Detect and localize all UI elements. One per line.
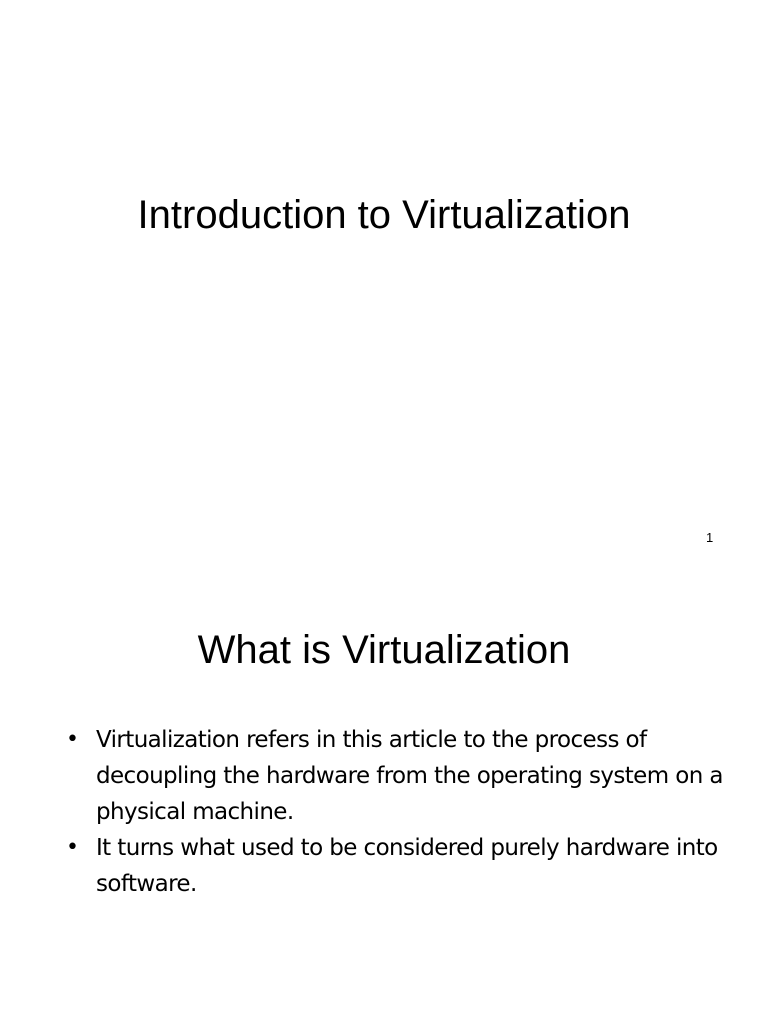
- slide-2: [0, 576, 768, 1024]
- bullet-item: [66, 830, 746, 902]
- bullet-item: [66, 722, 746, 830]
- slide-number: 1: [706, 530, 714, 545]
- bullet-list: [66, 722, 746, 902]
- bullet-icon: •: [66, 727, 79, 752]
- slide-title: Introduction to Virtualization: [137, 193, 631, 237]
- bullet-icon: •: [66, 835, 79, 860]
- bullet-text: Virtualization refers in this article to the process of decoupling the hardware from the operating system on a physical machine.: [96, 727, 723, 825]
- slide-title: What is Virtualization: [197, 628, 571, 672]
- bullet-text: It turns what used to be considered purely hardware into software.: [96, 835, 718, 897]
